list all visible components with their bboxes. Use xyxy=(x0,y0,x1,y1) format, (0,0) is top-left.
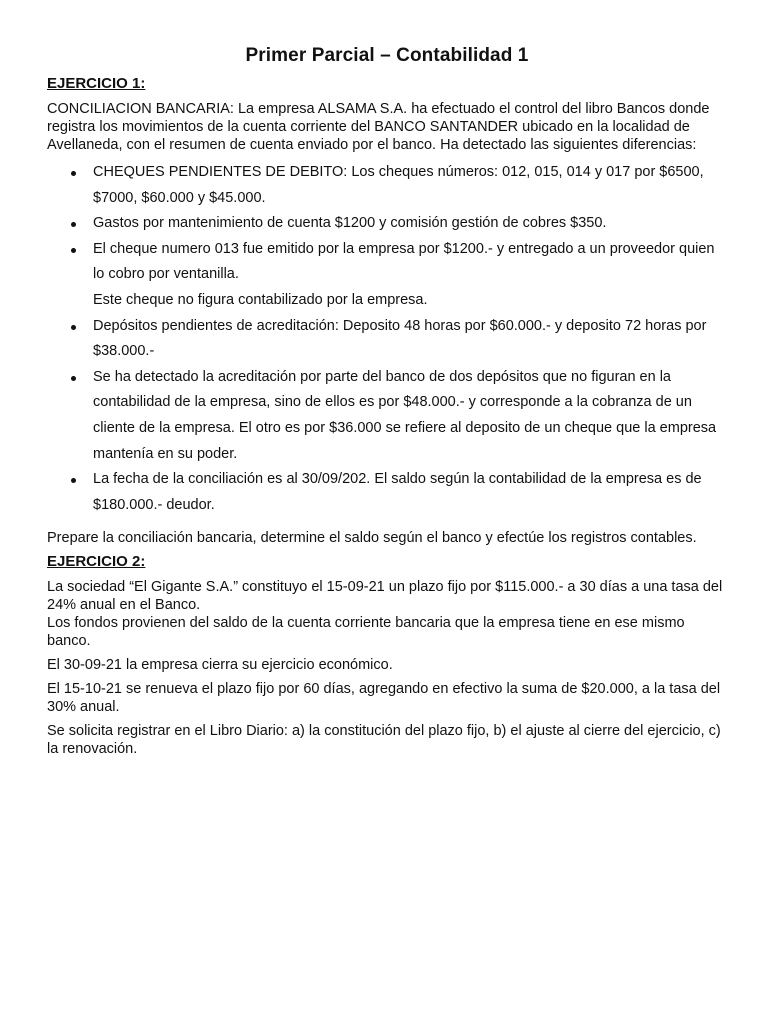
list-item xyxy=(47,365,727,467)
ejercicio-1-heading: EJERCICIO 1: xyxy=(47,75,146,92)
list-item-text: CHEQUES PENDIENTES DE DEBITO: Los cheques números: 012, 015, 014 y 017 por $6500, $7000, $60.000 y $45.000. xyxy=(93,164,704,206)
list-item-note: Este cheque no figura contabilizado por la empresa. xyxy=(93,291,428,308)
document-page xyxy=(47,38,727,764)
list-item xyxy=(47,160,727,211)
page-title: Primer Parcial – Contabilidad 1 xyxy=(245,45,529,66)
ejercicio-1-list xyxy=(47,160,727,518)
bullet-icon xyxy=(71,222,76,227)
ejercicio-2-paragraph-3: El 15-10-21 se renueva el plazo fijo por 60 días, agregando en efectivo la suma de $20.000, a la tasa del 30% anual. xyxy=(47,681,721,716)
list-item xyxy=(47,211,727,237)
bullet-icon xyxy=(71,325,76,330)
ejercicio-2-paragraph-1b: Los fondos provienen del saldo de la cuenta corriente bancaria que la empresa tiene en ese mismo banco. xyxy=(47,615,685,650)
list-item-text: Gastos por mantenimiento de cuenta $1200 y comisión gestión de cobres $350. xyxy=(93,215,607,232)
ejercicio-2-paragraph-4: Se solicita registrar en el Libro Diario: a) la constitución del plazo fijo, b) el ajuste al cierre del ejercicio, c) la renovación. xyxy=(47,723,721,758)
list-item-text: La fecha de la conciliación es al 30/09/202. El saldo según la contabilidad de la empresa es de $180.000.- deudor. xyxy=(93,471,702,513)
bullet-icon xyxy=(71,376,76,381)
ejercicio-2-heading: EJERCICIO 2: xyxy=(47,553,146,571)
ejercicio-2-paragraph-1: La sociedad “El Gigante S.A.” constituyo el 15-09-21 un plazo fijo por $115.000.- a 30 días a una tasa del 24% anual en el Banco. xyxy=(47,579,723,614)
bullet-icon xyxy=(71,171,76,176)
list-item-text: Depósitos pendientes de acreditación: Deposito 48 horas por $60.000.- y deposito 72 horas por $38.000.- xyxy=(93,317,707,360)
list-item xyxy=(47,314,727,365)
ejercicio-2-paragraph-2: El 30-09-21 la empresa cierra su ejercicio económico. xyxy=(47,657,393,674)
list-item-text: El cheque numero 013 fue emitido por la empresa por $1200.- y entregado a un proveedor quien lo cobro por ventanilla. xyxy=(93,240,715,283)
list-item xyxy=(47,237,727,314)
list-item xyxy=(47,467,727,518)
ejercicio-1-closing: Prepare la conciliación bancaria, determine el saldo según el banco y efectúe los registros contables. xyxy=(47,530,697,547)
ejercicio-1-intro: CONCILIACION BANCARIA: La empresa ALSAMA S.A. ha efectuado el control del libro Bancos donde registra los movimientos de la cuenta corriente del BANCO SANTANDER ubicado en la localidad de Avellaneda, con el resumen de cuenta enviado por el banco. Ha detectado las siguientes diferencias: xyxy=(47,101,710,153)
bullet-icon xyxy=(71,248,76,253)
list-item-text: Se ha detectado la acreditación por parte del banco de dos depósitos que no figuran en la contabilidad de la empresa, sino de ellos es por $48.000.- y corresponde a la cobranza de un cliente de la empresa. El otro es por $36.000 se refiere al deposito de un cheque que la empresa mantenía en su poder. xyxy=(93,368,717,462)
bullet-icon xyxy=(71,478,76,483)
